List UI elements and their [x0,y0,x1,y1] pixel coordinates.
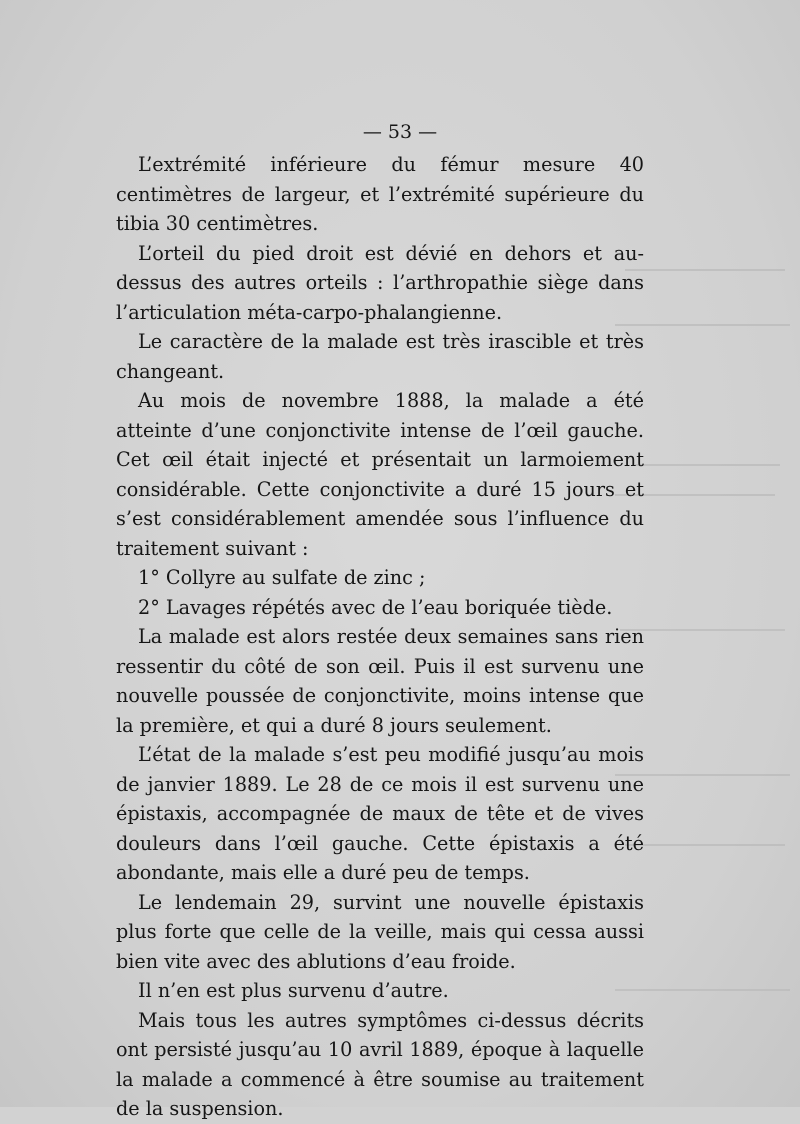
body-text [116,150,644,1124]
paragraph-rechute: La malade est alors restée deux semaines sans rien ressentir du côté de son œil. Puis il est survenu une nouvelle poussée de conjonctivite, moins intense que la première, et qui a duré 8 jours seulement. [116,625,644,737]
paragraph-orteil: L’orteil du pied droit est dévié en dehors et au-dessus des autres orteils : l’arthropathie siège dans l’articulation méta-carpo-phalangienne. [116,241,644,324]
paragraph-lendemain: Le lendemain 29, survint une nouvelle épistaxis plus forte que celle de la veille, mais qui cessa aussi bien vite avec des ablutions d’eau froide. [116,890,644,973]
paragraph-epistaxis: L’état de la malade s’est peu modifié jusqu’au mois de janvier 1889. Le 28 de ce mois il est survenu une épistaxis, accompagnée de maux de tête et de vives douleurs dans l’œil gauche. Cette épistaxis a été abondante, mais elle a duré peu de temps. [116,743,644,884]
list-item-lavages: 2° Lavages répétés avec de l’eau boriquée tiède. [138,595,613,619]
paragraph-plus-survenu: Il n’en est plus survenu d’autre. [138,979,449,1002]
paragraph-conjonctivite: Au mois de novembre 1888, la malade a été atteinte d’une conjonctivite intense de l’œil gauche. Cet œil était injecté et présentait un larmoiement considérable. Cette conjonctivite a duré 15 jours et s’est considérablement amendée sous l’influence du traitement suivant : [116,389,644,560]
page-number: — 53 — [362,121,438,143]
paragraph-suspension: Mais tous les autres symptômes ci-dessus décrits ont persisté jusqu’au 10 avril 1889, époque à laquelle la malade a commencé à être soumise au traitement de la suspension. [116,1008,644,1120]
paragraph-caractere: Le caractère de la malade est très irascible et très changeant. [116,330,644,383]
paragraph-femur-tibia: L’extrémité inférieure du fémur mesure 40 centimètres de largeur, et l’extrémité supérieure du tibia 30 centimètres. [116,153,644,235]
list-item-collyre: 1° Collyre au sulfate de zinc ; [138,566,426,589]
